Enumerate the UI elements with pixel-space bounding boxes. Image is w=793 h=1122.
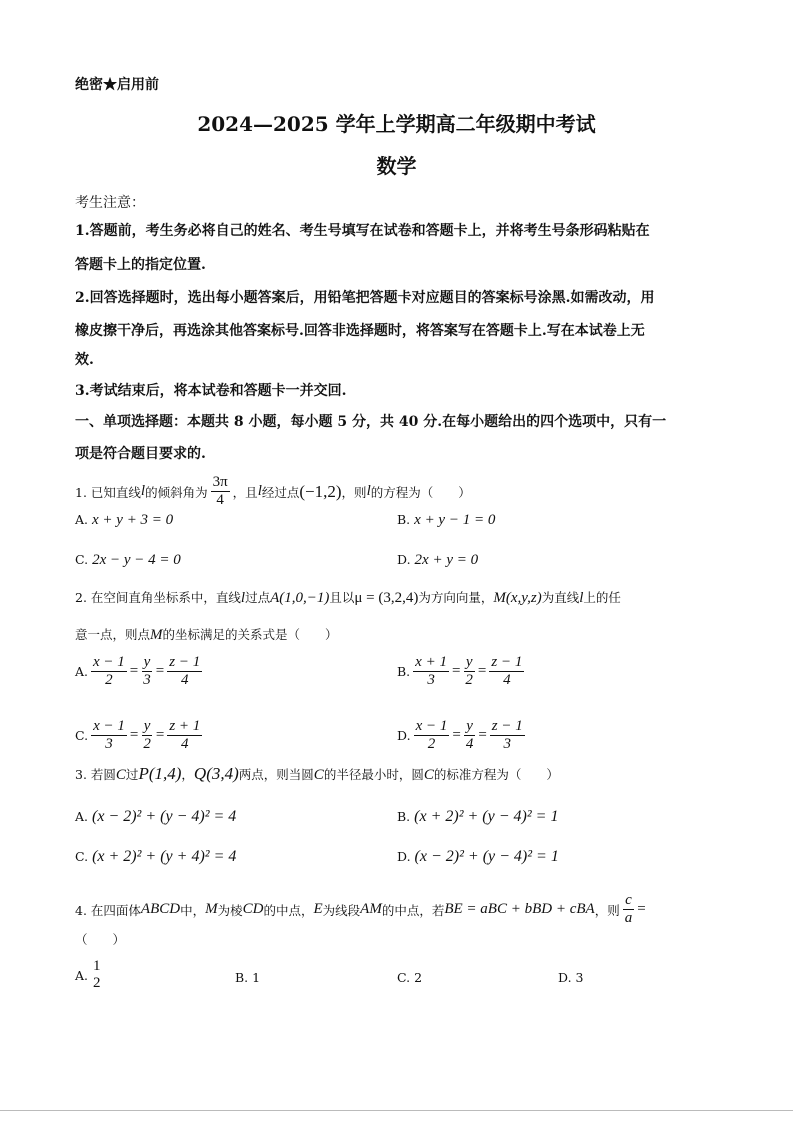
- q2-c-frac-3: [167, 718, 202, 754]
- q1-var-l-2: l: [257, 483, 262, 500]
- q1-stem-f: 的方程为（ ）: [370, 484, 471, 500]
- q2-option-c[interactable]: [75, 718, 205, 754]
- q2-a-f3-num: z − 1: [167, 654, 202, 672]
- q4-stem-d: 的中点，: [263, 902, 314, 918]
- q2-c-frac-1: [91, 718, 127, 754]
- q2-stem-a: 2. 在空间直角坐标系中，直线: [75, 590, 241, 605]
- q4-a-label: A.: [75, 967, 89, 983]
- q1-c-text: 2x − y − 4 = 0: [92, 552, 181, 568]
- q3-stem-e: 的标准方程为（ ）: [433, 767, 559, 782]
- section-heading-line1: 一、单项选择题：本题共 8 小题，每小题 5 分，共 40 分.在每小题给出的四个选项中，只有一: [75, 414, 667, 430]
- notice-item3: 3.考试结束后，将本试卷和答题卡一并交回.: [75, 383, 347, 399]
- q3-d-text: (x − 2)² + (y − 4)² = 1: [414, 848, 559, 865]
- q2-option-b[interactable]: [397, 654, 527, 690]
- q2-d-eq-2: =: [478, 727, 487, 744]
- q3-stem: [75, 764, 559, 784]
- q2-d-eq-1: =: [452, 727, 461, 744]
- exam-title: 2024—2025 学年上学期高二年级期中考试: [197, 112, 596, 136]
- q3-a-label: A.: [75, 809, 89, 824]
- q2-a-f1-num: x − 1: [91, 654, 127, 672]
- q2-c-f2-den: 2: [143, 736, 151, 753]
- q4-stem-c: 为棱: [217, 902, 243, 918]
- q3-var-c: C: [115, 767, 126, 783]
- q1-stem-d: 经过点: [261, 484, 300, 500]
- q2-var-m: M: [150, 627, 163, 643]
- q2-b-frac-1: [413, 654, 449, 690]
- q3-c-text: (x + 2)² + (y + 4)² = 4: [92, 848, 237, 865]
- q2-b-f1-den: 3: [427, 672, 435, 689]
- q1-d-label: D.: [397, 552, 411, 567]
- q3-option-a[interactable]: [75, 808, 236, 826]
- q3-option-d[interactable]: [397, 848, 559, 866]
- q2-stem-f: 上的任: [583, 590, 621, 605]
- q3-b-label: B.: [397, 809, 411, 824]
- q1-stem-e: ，则: [341, 484, 367, 500]
- q1-frac-den: 4: [216, 492, 224, 509]
- q4-edge-cd: CD: [242, 901, 264, 918]
- q4-frac-den: a: [624, 910, 633, 927]
- q1-var-l: l: [140, 483, 146, 500]
- q2-c-frac-2: [141, 718, 153, 754]
- q2-b-f3-num: z − 1: [489, 654, 524, 672]
- subject-title: 数学: [376, 154, 417, 178]
- q2-b-f3-den: 4: [503, 672, 511, 689]
- q2-a-f3-den: 4: [180, 672, 189, 689]
- q4-option-a[interactable]: [75, 958, 106, 993]
- q3-var-c-2: C: [313, 767, 324, 783]
- notice-item1-line2: 答题卡上的指定位置.: [75, 257, 206, 273]
- q1-stem: [75, 474, 471, 510]
- q2-c-eq-2: =: [155, 727, 165, 744]
- q2-a-frac-3: [167, 654, 202, 690]
- page-bottom-divider: [0, 1110, 793, 1111]
- q4-tetrahedron: ABCD: [140, 901, 181, 918]
- q2-b-frac-3: [489, 654, 524, 690]
- q1-c-label: C.: [75, 552, 89, 567]
- q2-d-f1-den: 2: [427, 736, 436, 753]
- q2-d-f3-den: 3: [503, 736, 512, 753]
- q4-stem-g: ，则: [594, 902, 620, 918]
- q4-option-c[interactable]: C. 2: [397, 970, 423, 985]
- q1-point: (−1,2): [299, 481, 342, 501]
- q2-stem-d: 为方向向量，: [418, 590, 494, 605]
- q2-a-label: A.: [75, 664, 89, 680]
- q2-c-f1-num: x − 1: [91, 718, 127, 736]
- confidential-label: 绝密★启用前: [75, 77, 159, 93]
- q2-point-a: A(1,0,−1): [270, 590, 330, 606]
- q2-d-f3-num: z − 1: [490, 718, 525, 736]
- q2-stem-c: 且以: [329, 590, 355, 605]
- q2-a-f2-den: 3: [143, 672, 151, 689]
- q2-b-f2-num: y: [464, 654, 475, 672]
- q1-stem-c: ，且: [232, 484, 258, 500]
- q2-b-eq-2: =: [477, 663, 487, 680]
- notice-heading: 考生注意：: [75, 195, 145, 211]
- q4-var-e: E: [313, 901, 323, 918]
- q1-b-label: B.: [397, 512, 411, 527]
- q1-angle-fraction: [211, 474, 230, 510]
- q4-stem-a: 4. 在四面体: [75, 902, 141, 918]
- q3-b-text: (x + 2)² + (y − 4)² = 1: [414, 808, 559, 825]
- q3-stem-b: 过: [125, 767, 139, 782]
- q1-option-a[interactable]: [75, 512, 173, 529]
- q2-a-frac-1: [91, 654, 127, 690]
- q4-var-m: M: [205, 901, 218, 918]
- q2-c-f3-num: z + 1: [167, 718, 202, 736]
- q2-stem-e: 为直线: [541, 590, 580, 605]
- q2-var-l-2: l: [579, 590, 584, 606]
- q2-a-eq-2: =: [155, 663, 165, 680]
- q3-stem-c: 两点，则当圆: [238, 767, 314, 782]
- q3-c-label: C.: [75, 849, 89, 864]
- q3-stem-a: 3. 若圆: [75, 767, 116, 782]
- q4-stem-b: 中，: [180, 902, 206, 918]
- q3-option-b[interactable]: [397, 808, 558, 826]
- q1-b-text: x + y − 1 = 0: [414, 512, 496, 528]
- q1-option-d[interactable]: [397, 552, 478, 569]
- q2-a-f1-den: 2: [105, 672, 113, 689]
- notice-item2-line3: 效.: [75, 352, 94, 368]
- q4-ratio-fraction: [623, 892, 635, 928]
- q3-point-p: P(1,4): [138, 764, 182, 783]
- q3-a-text: (x − 2)² + (y − 4)² = 4: [92, 808, 237, 825]
- q2-var-l: l: [240, 590, 246, 606]
- q1-d-text: 2x + y = 0: [414, 552, 479, 568]
- q3-comma: ，: [181, 767, 194, 782]
- q3-point-q: Q(3,4): [193, 764, 239, 783]
- q2-b-frac-2: [463, 654, 475, 690]
- q2-stem-line1: [75, 588, 621, 607]
- q4-a-fraction: [91, 958, 103, 993]
- q2-d-f2-den: 4: [465, 736, 474, 753]
- q2-d-f2-num: y: [464, 718, 475, 736]
- q2-b-f2-den: 2: [465, 672, 473, 689]
- q1-var-l-3: l: [366, 483, 371, 500]
- q4-stem-e: 为线段: [322, 902, 361, 918]
- q1-option-b[interactable]: [397, 512, 495, 529]
- q4-a-den: 2: [93, 975, 101, 992]
- q2-a-frac-2: [141, 654, 153, 690]
- q2-c-f1-den: 3: [105, 736, 113, 753]
- q4-answer-paren: （ ）: [75, 932, 126, 947]
- section-heading-line2: 项是符合题目要求的.: [75, 446, 206, 462]
- q4-segment-am: AM: [360, 901, 382, 918]
- q4-frac-num: c: [623, 892, 634, 910]
- q3-var-c-3: C: [423, 767, 434, 783]
- q2-b-f1-num: x + 1: [413, 654, 449, 672]
- q4-vector-equation: BE = aBC + bBD + cBA: [444, 901, 595, 918]
- q2-a-f2-num: y: [142, 654, 153, 672]
- q1-frac-num: 3π: [211, 474, 230, 492]
- notice-item2-line1: 2.回答选择题时，选出每小题答案后，用铅笔把答题卡对应题目的答案标号涂黑.如需改动，用: [75, 290, 655, 306]
- q2-b-eq-1: =: [451, 663, 461, 680]
- q4-equals: =: [637, 901, 646, 918]
- q4-a-num: 1: [93, 958, 101, 974]
- q3-d-label: D.: [397, 849, 411, 864]
- q1-stem-a: 1. 已知直线: [75, 484, 141, 500]
- q4-stem: [75, 892, 646, 928]
- q2-option-d[interactable]: [397, 718, 528, 754]
- q2-a-eq-1: =: [129, 663, 139, 680]
- q4-stem-f: 的中点，若: [381, 902, 445, 918]
- q3-stem-d: 的半径最小时，圆: [323, 767, 424, 782]
- q2-line2-a: 意一点，则点: [75, 627, 151, 642]
- q1-stem-b: 的倾斜角为: [145, 484, 208, 500]
- q2-stem-b: 过点: [245, 590, 271, 605]
- q2-b-label: B.: [397, 664, 411, 680]
- q4-option-b[interactable]: B. 1: [235, 970, 261, 985]
- q2-option-a[interactable]: [75, 654, 205, 690]
- q2-stem-line2: [75, 625, 338, 644]
- q2-c-f2-num: y: [142, 718, 153, 736]
- q2-c-f3-den: 4: [181, 736, 189, 753]
- q3-option-c[interactable]: [75, 848, 236, 866]
- q2-c-eq-1: =: [129, 727, 139, 744]
- q2-point-m: M(x,y,z): [493, 590, 542, 606]
- q1-option-c[interactable]: [75, 552, 181, 569]
- q2-direction-vector: μ = (3,2,4): [354, 590, 419, 606]
- notice-item2-line2: 橡皮擦干净后，再选涂其他答案标号.回答非选择题时，将答案写在答题卡上.写在本试卷上无: [75, 323, 645, 339]
- notice-item1-line1: 1.答题前，考生务必将自己的姓名、考生号填写在试卷和答题卡上，并将考生号条形码粘贴在: [75, 223, 650, 239]
- q1-a-label: A.: [75, 512, 89, 527]
- q2-c-label: C.: [75, 728, 89, 744]
- q2-d-frac-2: [464, 718, 476, 754]
- q2-d-frac-1: [414, 718, 450, 754]
- q2-line2-b: 的坐标满足的关系式是（ ）: [162, 627, 338, 642]
- q1-a-text: x + y + 3 = 0: [92, 512, 174, 528]
- q2-d-frac-3: [490, 718, 525, 754]
- q2-d-label: D.: [397, 728, 411, 744]
- q4-option-d[interactable]: D. 3: [558, 970, 584, 985]
- q2-d-f1-num: x − 1: [414, 718, 450, 736]
